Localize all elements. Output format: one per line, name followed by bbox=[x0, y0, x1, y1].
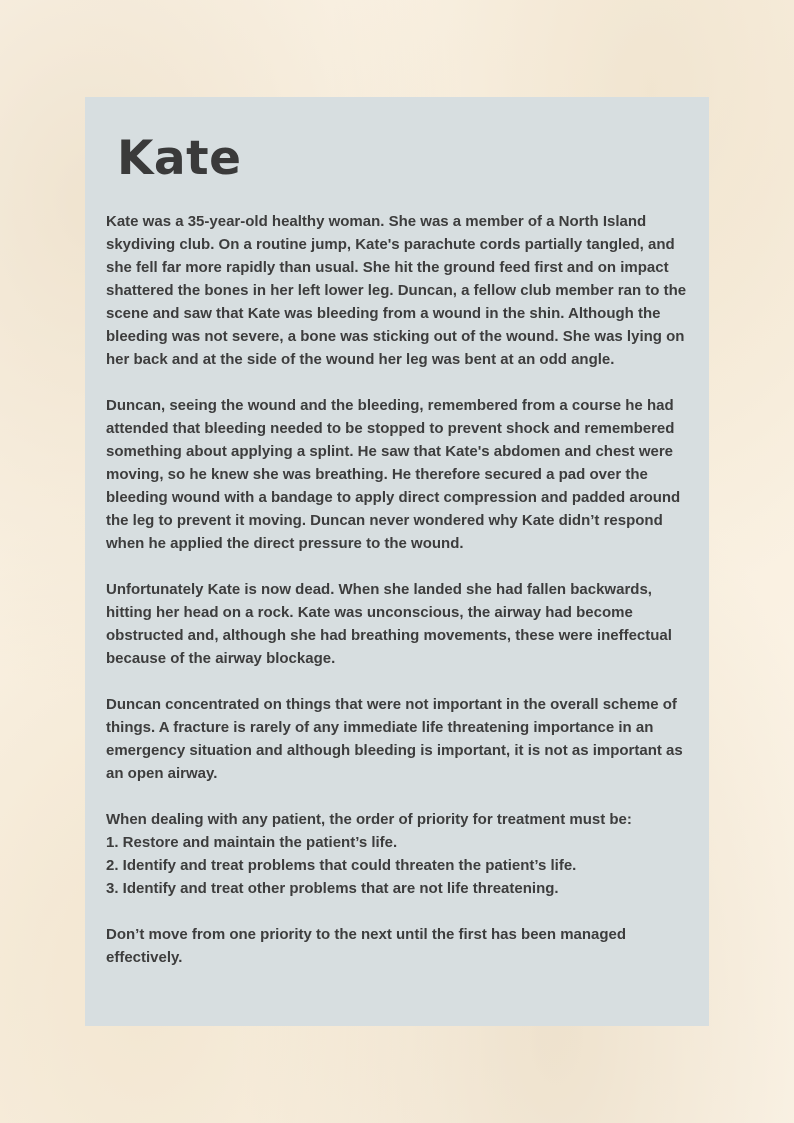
priority-item: 3. Identify and treat other problems that are not life threatening. bbox=[106, 880, 559, 897]
paragraph-incident: Kate was a 35-year-old healthy woman. She was a member of a North Island skydiving club. On a routine jump, Kate's parachute cords partially tangled, and she fell far more rapidly than usual. She hit the ground feed first and on impact shattered the bones in her left lower leg. Duncan, a fellow club member ran to the scene and saw that Kate was bleeding from a wound in the shin. Although the bleeding was not severe, a bone was sticking out of the wound. She was lying on her back and at the side of the wound her leg was bent at an odd angle. bbox=[106, 213, 687, 368]
paragraph-analysis: Duncan concentrated on things that were not important in the overall scheme of things. A fracture is rarely of any immediate life threatening importance in an emergency situation and although bleeding is important, it is not as important as an open airway. bbox=[106, 696, 683, 782]
article-body bbox=[106, 210, 696, 992]
content-card bbox=[85, 97, 709, 1026]
priority-item: 2. Identify and treat problems that could threaten the patient’s life. bbox=[106, 857, 577, 874]
priority-list bbox=[106, 831, 696, 900]
paragraph-outcome: Unfortunately Kate is now dead. When she landed she had fallen backwards, hitting her head on a rock. Kate was unconscious, the airway had become obstructed and, although she had breathing movements, these were ineffectual because of the airway blockage. bbox=[106, 581, 672, 667]
priority-intro: When dealing with any patient, the order of priority for treatment must be: bbox=[106, 811, 632, 828]
paragraph-duncan-response: Duncan, seeing the wound and the bleeding, remembered from a course he had attended that bleeding needed to be stopped to prevent shock and remembered something about applying a splint. He saw that Kate's abdomen and chest were moving, so he knew she was breathing. He therefore secured a pad over the bleeding wound with a bandage to apply direct compression and padded around the leg to prevent it moving. Duncan never wondered why Kate didn’t respond when he applied the direct pressure to the wound. bbox=[106, 397, 681, 552]
page-title: Kate bbox=[117, 131, 242, 186]
priority-item: 1. Restore and maintain the patient’s life. bbox=[106, 834, 398, 851]
closing-note: Don’t move from one priority to the next until the first has been managed effectively. bbox=[106, 926, 627, 966]
